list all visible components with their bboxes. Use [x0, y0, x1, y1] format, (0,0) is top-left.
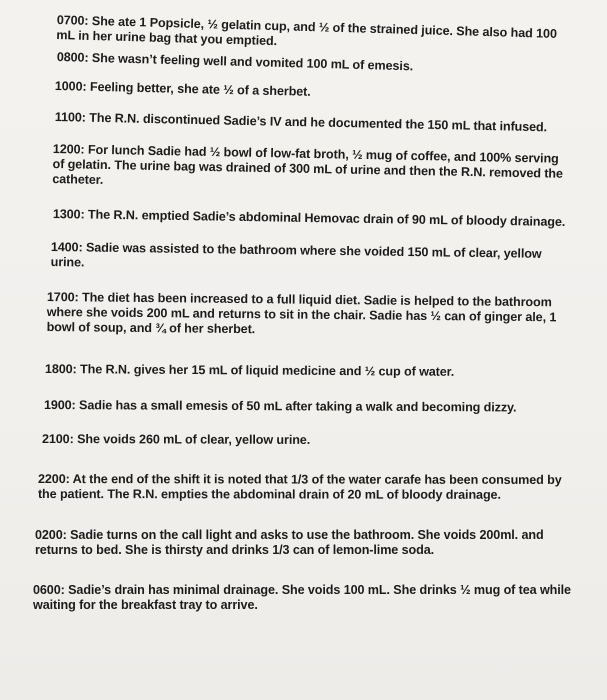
entry-1800: 1800: The R.N. gives her 15 mL of liquid medicine and ½ cup of water.: [44, 362, 455, 379]
entry-0700: 0700: She ate 1 Popsicle, ½ gelatin cup, and ½ of the strained juice. She also had 100 mL in her urine bag that you emptied.: [56, 13, 558, 49]
entry-1700: 1700: The diet has been increased to a full liquid diet. Sadie is helped to the bathroom where she voids 200 mL and returns to sit in the chair. Sadie has ½ can of ginger ale, 1 bowl of soup, and ¾ of her sherbet.: [46, 290, 557, 337]
entry-0600: 0600: Sadie’s drain has minimal drainage. She voids 100 mL. She drinks ½ mug of tea while waiting for the breakfast tray to arrive.: [33, 583, 571, 612]
entry-1300: 1300: The R.N. emptied Sadie’s abdominal Hemovac drain of 90 mL of bloody drainage.: [52, 207, 566, 230]
entry-0200: 0200: Sadie turns on the call light and asks to use the bathroom. She voids 200ml. and returns to bed. She is thirsty and drinks 1/3 can of lemon-lime soda.: [35, 528, 544, 557]
entry-2100: 2100: She voids 260 mL of clear, yellow urine.: [41, 432, 311, 447]
entry-2200: 2200: At the end of the shift it is noted that 1/3 of the water carafe has been consumed by the patient. The R.N. empties the abdominal drain of 20 mL of bloody drainage.: [37, 472, 562, 502]
entry-0800: 0800: She wasn’t feeling well and vomited 100 mL of emesis.: [56, 50, 414, 74]
entry-1000: 1000: Feeling better, she ate ½ of a sherbet.: [54, 79, 311, 99]
entry-1100: 1100: The R.N. discontinued Sadie’s IV and he documented the 150 mL that infused.: [54, 110, 548, 135]
entry-1900: 1900: Sadie has a small emesis of 50 mL after taking a walk and becoming dizzy.: [43, 398, 517, 415]
entry-1200: 1200: For lunch Sadie had ½ bowl of low-fat broth, ½ mug of coffee, and 100% serving of gelatin. The urine bag was drained of 300 mL of urine and then the R.N. removed the catheter.: [52, 142, 564, 187]
entry-1400: 1400: Sadie was assisted to the bathroom where she voided 150 mL of clear, yellow urine.: [50, 240, 542, 270]
